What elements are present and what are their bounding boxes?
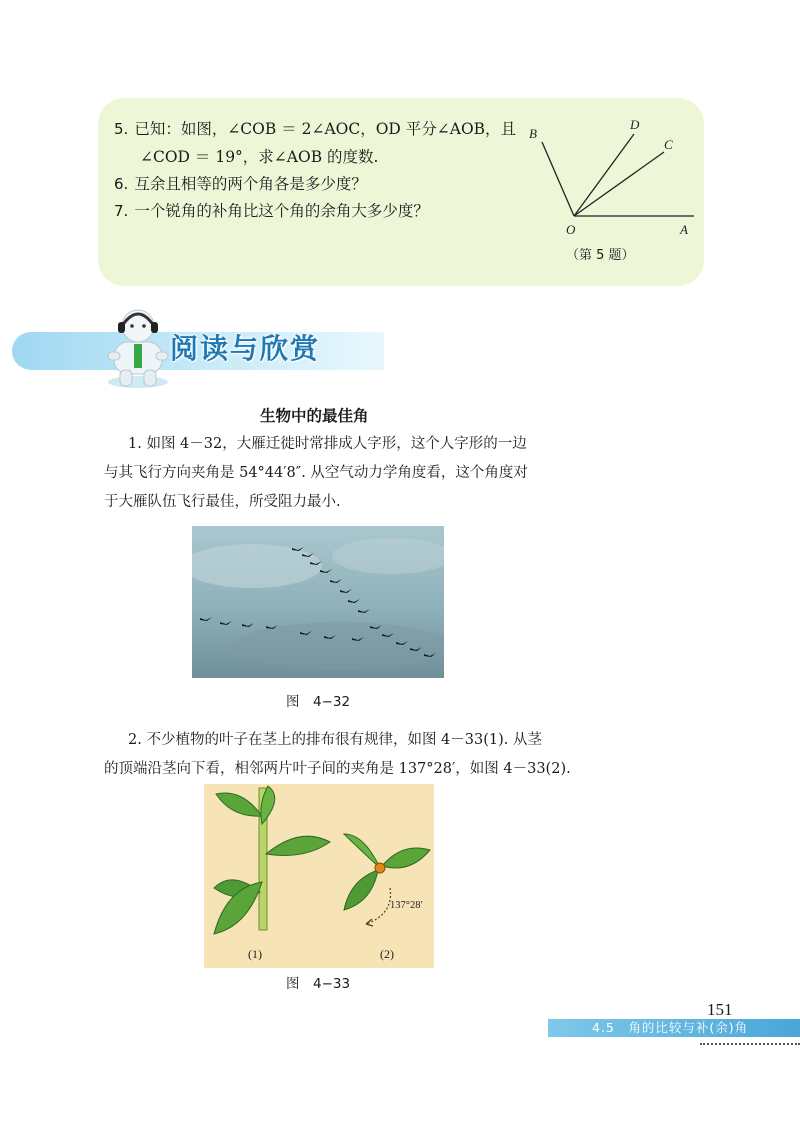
para1-line3: 于大雁队伍飞行最佳，所受阻力最小.	[104, 494, 341, 510]
exercise-5-text: 已知：如图，∠COB ＝ 2∠AOC，OD 平分∠AOB，且	[134, 120, 517, 138]
article-title: 生物中的最佳角	[260, 407, 369, 425]
geese-photo	[192, 526, 444, 678]
reading-banner-title: 阅读与欣赏	[170, 332, 321, 365]
subfigure-2-label: (2)	[380, 947, 394, 961]
exercise-5-number: 5.	[114, 120, 129, 138]
figure-4-33-caption: 图 4−33	[286, 976, 351, 992]
label-d: D	[630, 117, 640, 132]
exercise-6-number: 6.	[114, 175, 129, 193]
ray-od	[574, 134, 634, 216]
label-b: B	[529, 126, 537, 141]
figure-5-caption: （第 5 题）	[566, 248, 635, 263]
para1-line1: 1. 如图 4－32，大雁迁徙时常排成人字形，这个人字形的一边	[128, 436, 527, 452]
ray-oc	[574, 152, 664, 216]
label-o: O	[566, 222, 576, 237]
exercise-7	[114, 200, 429, 222]
exercise-5-line2: ∠COD ＝ 19°，求∠AOB 的度数.	[140, 148, 379, 166]
subfigure-1-label: (1)	[248, 947, 262, 961]
exercise-7-number: 7.	[114, 202, 129, 220]
exercise-5-line1	[114, 118, 516, 140]
figure-4-32-caption: 图 4−32	[286, 694, 351, 710]
label-c: C	[664, 137, 673, 152]
plant-leaves-figure	[204, 784, 434, 968]
para2-line1: 2. 不少植物的叶子在茎上的排布很有规律，如图 4－33(1). 从茎	[128, 732, 542, 748]
footer-dotted-line	[700, 1043, 800, 1045]
section-tag: 4.5 角的比较与补(余)角	[548, 1019, 800, 1037]
exercise-7-text: 一个锐角的补角比这个角的余角大多少度？	[134, 202, 429, 220]
para2-line2: 的顶端沿茎向下看，相邻两片叶子间的夹角是 137°28′，如图 4－33(2).	[104, 761, 571, 777]
angle-label: 137°28′	[390, 900, 423, 911]
exercise-6	[114, 173, 367, 195]
label-a: A	[680, 222, 688, 237]
ray-ob	[542, 142, 574, 216]
angle-figure-5	[524, 112, 700, 242]
exercise-6-text: 互余且相等的两个角各是多少度？	[134, 175, 367, 193]
para1-line2: 与其飞行方向夹角是 54°44′8″. 从空气动力学角度看，这个角度对	[104, 465, 528, 481]
page-number: 151	[707, 1000, 733, 1019]
